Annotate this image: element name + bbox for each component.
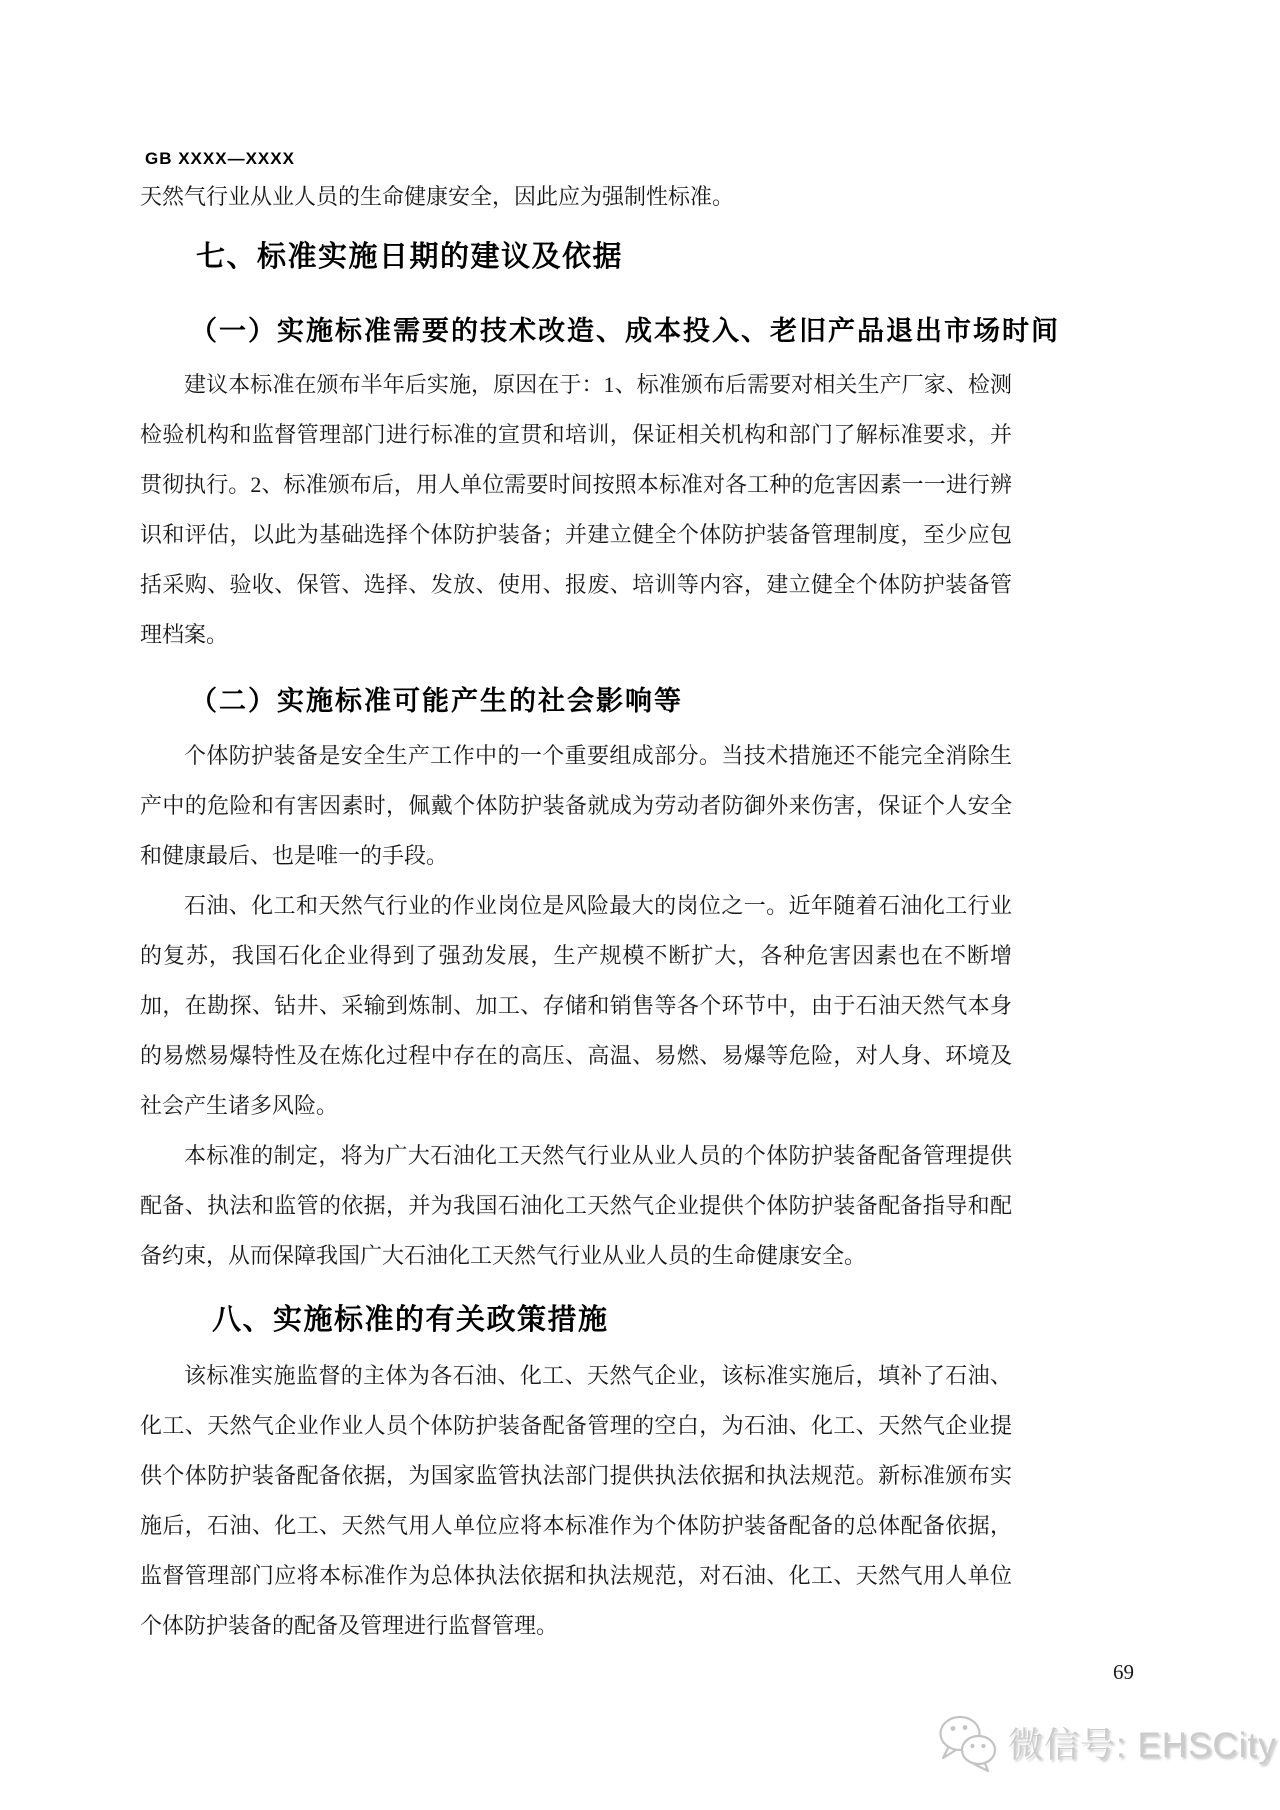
wechat-watermark	[936, 1712, 1277, 1774]
subsection-two-heading: （二）实施标准可能产生的社会影响等	[190, 686, 683, 716]
subsection-one-paragraph: 建议本标准在颁布半年后实施，原因在于：1、标准颁布后需要对相关生产厂家、检测检验机构和监督管理部门进行标准的宣贯和培训，保证相关机构和部门了解标准要求，并贯彻执行。2、标准颁布后，用人单位需要时间按照本标准对各工种的危害因素一一进行辨识和评估，以此为基础选择个体防护装备；并建立健全个体防护装备管理制度，至少应包括采购、验收、保管、选择、发放、使用、报废、培训等内容，建立健全个体防护装备管理档案。	[140, 372, 1012, 647]
subsection-two-paragraph-2: 石油、化工和天然气行业的作业岗位是风险最大的岗位之一。近年随着石油化工行业的复苏，我国石化企业得到了强劲发展，生产规模不断扩大，各种危害因素也在不断增加，在勘探、钻井、采输到炼制、加工、存储和销售等各个环节中，由于石油天然气本身的易燃易爆特性及在炼化过程中存在的高压、高温、易燃、易爆等危险，对人身、环境及社会产生诸多风险。	[140, 893, 1012, 1118]
subsection-two-paragraph-1: 个体防护装备是安全生产工作中的一个重要组成部分。当技术措施还不能完全消除生产中的危险和有害因素时，佩戴个体防护装备就成为劳动者防御外来伤害，保证个人安全和健康最后、也是唯一的手段。	[140, 743, 1012, 868]
section-eight-paragraph: 该标准实施监督的主体为各石油、化工、天然气企业，该标准实施后，填补了石油、化工、天然气企业作业人员个体防护装备配备管理的空白，为石油、化工、天然气企业提供个体防护装备配备依据，为国家监管执法部门提供执法依据和执法规范。新标准颁布实施后，石油、化工、天然气用人单位应将本标准作为个体防护装备配备的总体配备依据，监督管理部门应将本标准作为总体执法依据和执法规范，对石油、化工、天然气用人单位个体防护装备的配备及管理进行监督管理。	[140, 1363, 1012, 1638]
standard-number-header: GB XXXX—XXXX	[145, 149, 295, 168]
wechat-icon	[936, 1712, 1000, 1774]
watermark-label: 微信号: EHSCity	[1008, 1726, 1277, 1765]
subsection-two-paragraph-3: 本标准的制定，将为广大石油化工天然气行业从业人员的个体防护装备配备管理提供配备、执法和监管的依据，并为我国石油化工天然气企业提供个体防护装备配备指导和配备约束，从而保障我国广大石油化工天然气行业从业人员的生命健康安全。	[140, 1143, 1012, 1268]
section-eight-heading: 八、实施标准的有关政策措施	[212, 1304, 609, 1336]
subsection-one-heading: （一）实施标准需要的技术改造、成本投入、老旧产品退出市场时间	[190, 316, 1060, 346]
section-seven-heading: 七、标准实施日期的建议及依据	[196, 241, 624, 273]
continuation-paragraph: 天然气行业从业人员的生命健康安全，因此应为强制性标准。	[140, 184, 735, 209]
page-number: 69	[1113, 1660, 1134, 1684]
